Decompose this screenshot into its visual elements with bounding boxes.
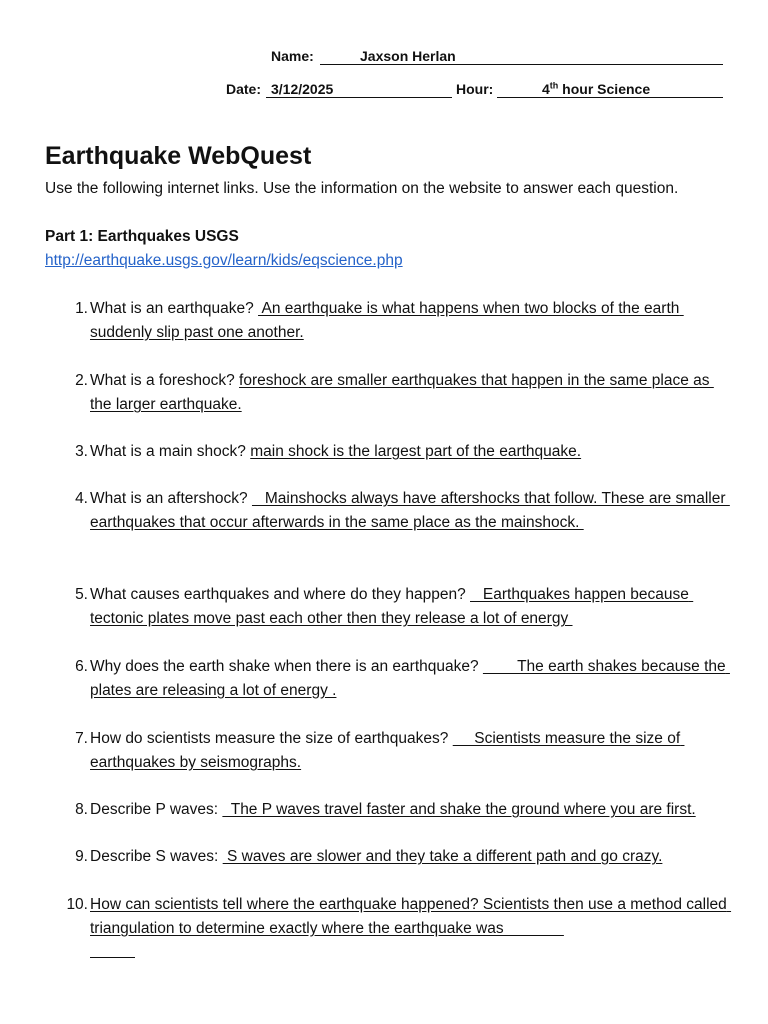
- question-text: Describe S waves:: [90, 848, 223, 865]
- question-9: [60, 845, 730, 869]
- question-number: 7.: [75, 730, 88, 747]
- question-number: 4.: [75, 490, 88, 507]
- part1-heading: Part 1: Earthquakes USGS: [45, 228, 239, 245]
- answer-text[interactable]: The earth shakes because the plates are releasing a lot of energy .: [90, 658, 730, 699]
- question-text: What is an earthquake?: [90, 300, 259, 317]
- answer-text[interactable]: foreshock are smaller earthquakes that happen in the same place as the larger earthquake.: [90, 372, 714, 413]
- intro-text: Use the following internet links. Use the information on the website to answer each question.: [45, 180, 679, 197]
- name-field[interactable]: Jaxson Herlan: [320, 47, 723, 65]
- hour-label: Hour:: [456, 81, 494, 97]
- date-field[interactable]: 3/12/2025: [266, 80, 452, 98]
- question-number: 9.: [75, 848, 88, 865]
- answer-text[interactable]: Earthquakes happen because tectonic plates move past each other then they release a lot of energy: [90, 586, 694, 627]
- usgs-link[interactable]: http://earthquake.usgs.gov/learn/kids/eqscience.php: [45, 252, 403, 269]
- answer-text[interactable]: The P waves travel faster and shake the ground where you are first.: [222, 801, 696, 818]
- answer-text[interactable]: main shock is the largest part of the earthquake.: [250, 443, 582, 460]
- question-text: Describe P waves:: [90, 801, 223, 818]
- question-number: 2.: [75, 372, 88, 389]
- question-6: [60, 655, 730, 703]
- question-text: What is a foreshock?: [90, 372, 240, 389]
- question-number: 10.: [66, 896, 88, 913]
- page-title: Earthquake WebQuest: [45, 142, 312, 170]
- question-text: What is an aftershock?: [90, 490, 252, 507]
- answer-text[interactable]: S waves are slower and they take a different path and go crazy.: [222, 848, 663, 865]
- answer-text[interactable]: How can scientists tell where the earthquake happened? Scientists then use a method called triangulation to determine exactly where the earthquake was: [90, 896, 732, 937]
- answer-text[interactable]: An earthquake is what happens when two blocks of the earth suddenly slip past one another.: [90, 300, 684, 341]
- hour-subject: hour Science: [558, 81, 651, 97]
- question-5: [60, 583, 730, 631]
- question-10: [60, 893, 730, 941]
- question-8: [60, 798, 730, 822]
- answer-text[interactable]: Scientists measure the size of earthquakes by seismographs.: [90, 730, 685, 771]
- question-7: [60, 727, 730, 775]
- question-text: How do scientists measure the size of earthquakes?: [90, 730, 453, 747]
- question-text: Why does the earth shake when there is an earthquake?: [90, 658, 483, 675]
- hour-field[interactable]: [497, 80, 723, 98]
- question-text: What is a main shock?: [90, 443, 251, 460]
- date-label: Date:: [226, 81, 262, 97]
- question-number: 1.: [75, 300, 88, 317]
- hour-ordinal: th: [549, 80, 559, 91]
- name-label: Name:: [271, 48, 314, 64]
- question-4: [60, 487, 730, 535]
- question-number: 3.: [75, 443, 88, 460]
- hour-number: 4: [542, 81, 550, 97]
- question-number: 5.: [75, 586, 88, 603]
- question-number: 8.: [75, 801, 88, 818]
- question-2: [60, 369, 730, 417]
- question-text: What causes earthquakes and where do they happen?: [90, 586, 471, 603]
- question-1: [60, 297, 730, 345]
- answer-line-continuation: [90, 957, 135, 958]
- question-3: [60, 440, 730, 464]
- answer-text[interactable]: Mainshocks always have aftershocks that follow. These are smaller earthquakes that occur afterwards in the same place as the mainshock.: [90, 490, 730, 531]
- question-number: 6.: [75, 658, 88, 675]
